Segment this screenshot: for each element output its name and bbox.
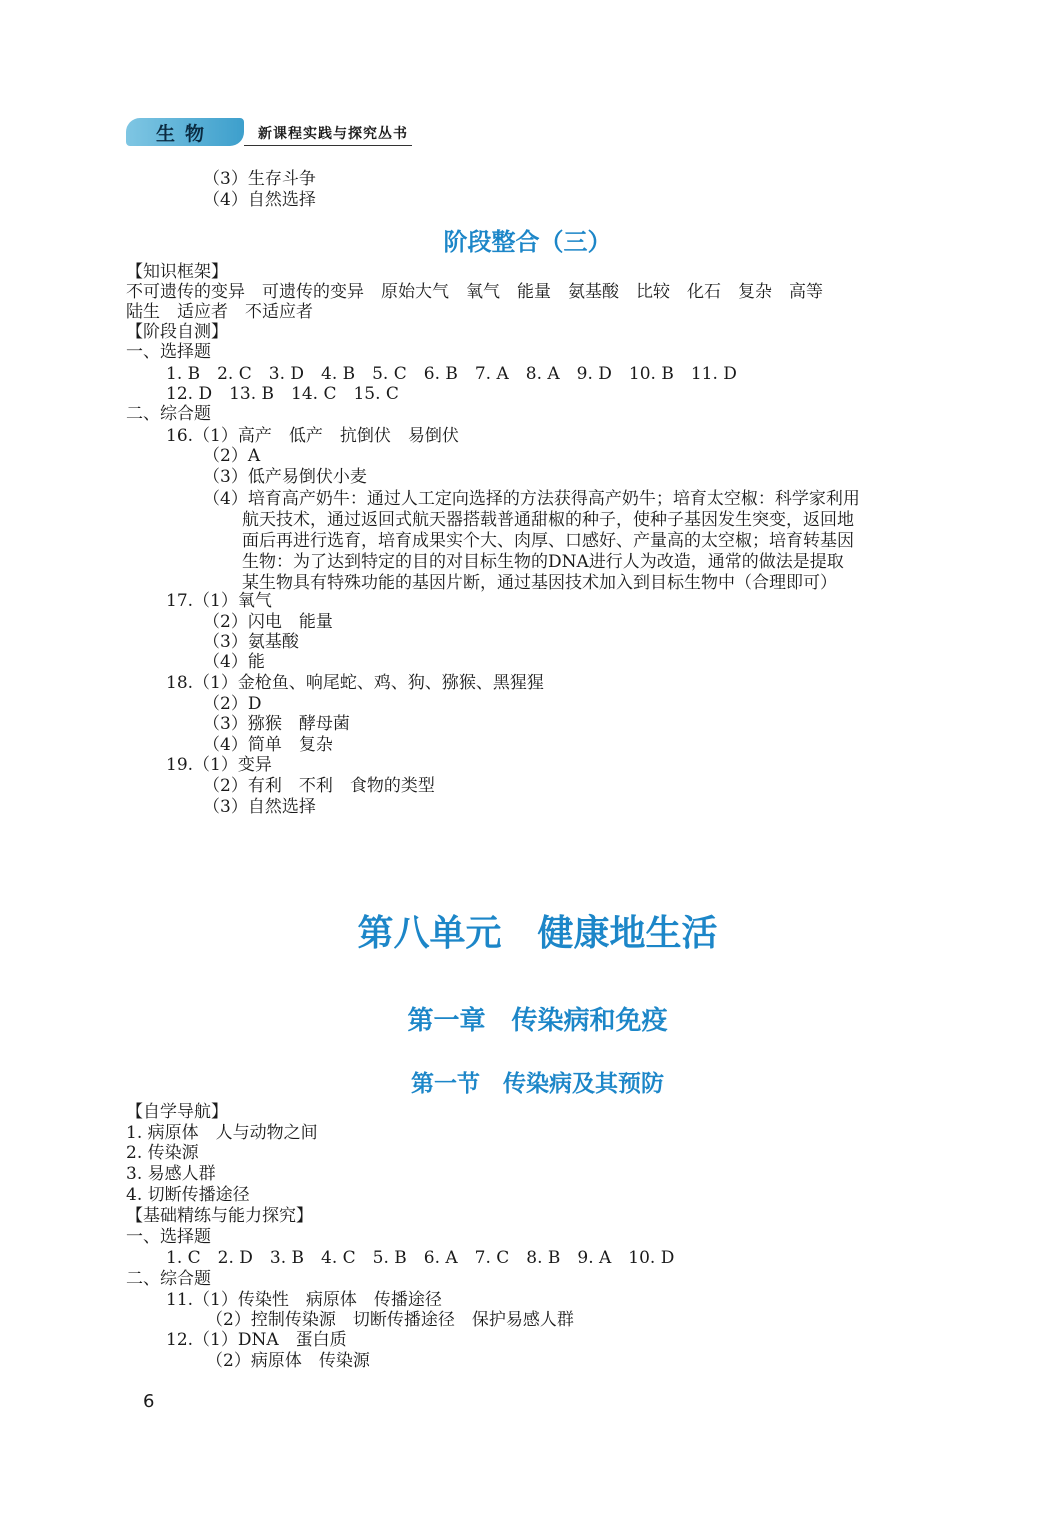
answer-line: （3）低产易倒伏小麦 (203, 467, 367, 487)
question-type: 一、选择题 (126, 1227, 211, 1247)
unit-title: 第八单元 健康地生活 (357, 913, 718, 954)
answer-line: 17.（1）氧气 (166, 591, 272, 611)
answer-line: 1. B 2. C 3. D 4. B 5. C 6. B 7. A 8. A 9. D 10. B 11. D (166, 364, 737, 384)
answer-line: 4. 切断传播途径 (126, 1185, 250, 1205)
answer-line: （4）能 (203, 652, 265, 672)
answer-line: 12. D 13. B 14. C 15. C (166, 384, 399, 404)
stage-title: 阶段整合（三） (443, 228, 612, 256)
answer-line: 11.（1）传染性 病原体 传播途径 (166, 1290, 442, 1310)
section-title: 第一节 传染病及其预防 (411, 1071, 664, 1097)
answer-line: 16.（1）高产 低产 抗倒伏 易倒伏 (166, 426, 459, 446)
page-number: 6 (143, 1391, 155, 1412)
answer-line: 面后再进行选育，培育成果实个大、肉厚、口感好、产量高的太空椒；培育转基因 (242, 531, 854, 551)
answer-line: （2）有利 不利 食物的类型 (203, 776, 435, 796)
answer-line: 某生物具有特殊功能的基因片断，通过基因技术加入到目标生物中（合理即可） (242, 573, 837, 593)
section-label: 【阶段自测】 (126, 322, 228, 342)
answer-line: （2）病原体 传染源 (206, 1351, 370, 1371)
series-title: 新课程实践与探究丛书 (258, 126, 408, 142)
chapter-title: 第一章 传染病和免疫 (407, 1006, 668, 1036)
answer-line: （3）自然选择 (203, 797, 316, 817)
answer-line: 2. 传染源 (126, 1143, 199, 1163)
subject-badge: 生物 (126, 118, 244, 146)
answer-line: （4）简单 复杂 (203, 735, 333, 755)
answer-line: （2）D (203, 694, 262, 714)
section-label: 【基础精练与能力探究】 (126, 1206, 313, 1226)
answer-line: 1. 病原体 人与动物之间 (126, 1123, 318, 1143)
answer-line: （4）培育高产奶牛：通过人工定向选择的方法获得高产奶牛；培育太空椒：科学家利用 (203, 489, 860, 509)
header-underline (244, 145, 412, 146)
answer-line: 19.（1）变异 (166, 755, 272, 775)
answer-line: 陆生 适应者 不适应者 (126, 302, 313, 322)
section-label: 【知识框架】 (126, 262, 228, 282)
section-label: 【自学导航】 (126, 1102, 228, 1122)
answer-line: 航天技术，通过返回式航天器搭载普通甜椒的种子，使种子基因发生突变，返回地 (242, 510, 854, 530)
answer-line: （4）自然选择 (203, 190, 316, 210)
answer-line: 不可遗传的变异 可遗传的变异 原始大气 氧气 能量 氨基酸 比较 化石 复杂 高等 (126, 282, 823, 302)
answer-line: （2）A (203, 446, 261, 466)
answer-line: 12.（1）DNA 蛋白质 (166, 1330, 347, 1350)
answer-line: （3）生存斗争 (203, 169, 316, 189)
answer-line: （3）氨基酸 (203, 632, 299, 652)
answer-line: 1. C 2. D 3. B 4. C 5. B 6. A 7. C 8. B 9. A 10. D (166, 1248, 675, 1268)
question-type: 一、选择题 (126, 342, 211, 362)
question-type: 二、综合题 (126, 1269, 211, 1289)
answer-line: 18.（1）金枪鱼、响尾蛇、鸡、狗、猕猴、黑猩猩 (166, 673, 544, 693)
page-header (126, 118, 416, 148)
answer-line: （2）闪电 能量 (203, 612, 333, 632)
answer-line: 3. 易感人群 (126, 1164, 216, 1184)
question-type: 二、综合题 (126, 404, 211, 424)
answer-line: 生物：为了达到特定的目的对目标生物的DNA进行人为改造，通常的做法是提取 (242, 552, 844, 572)
answer-line: （2）控制传染源 切断传播途径 保护易感人群 (206, 1310, 574, 1330)
answer-line: （3）猕猴 酵母菌 (203, 714, 350, 734)
